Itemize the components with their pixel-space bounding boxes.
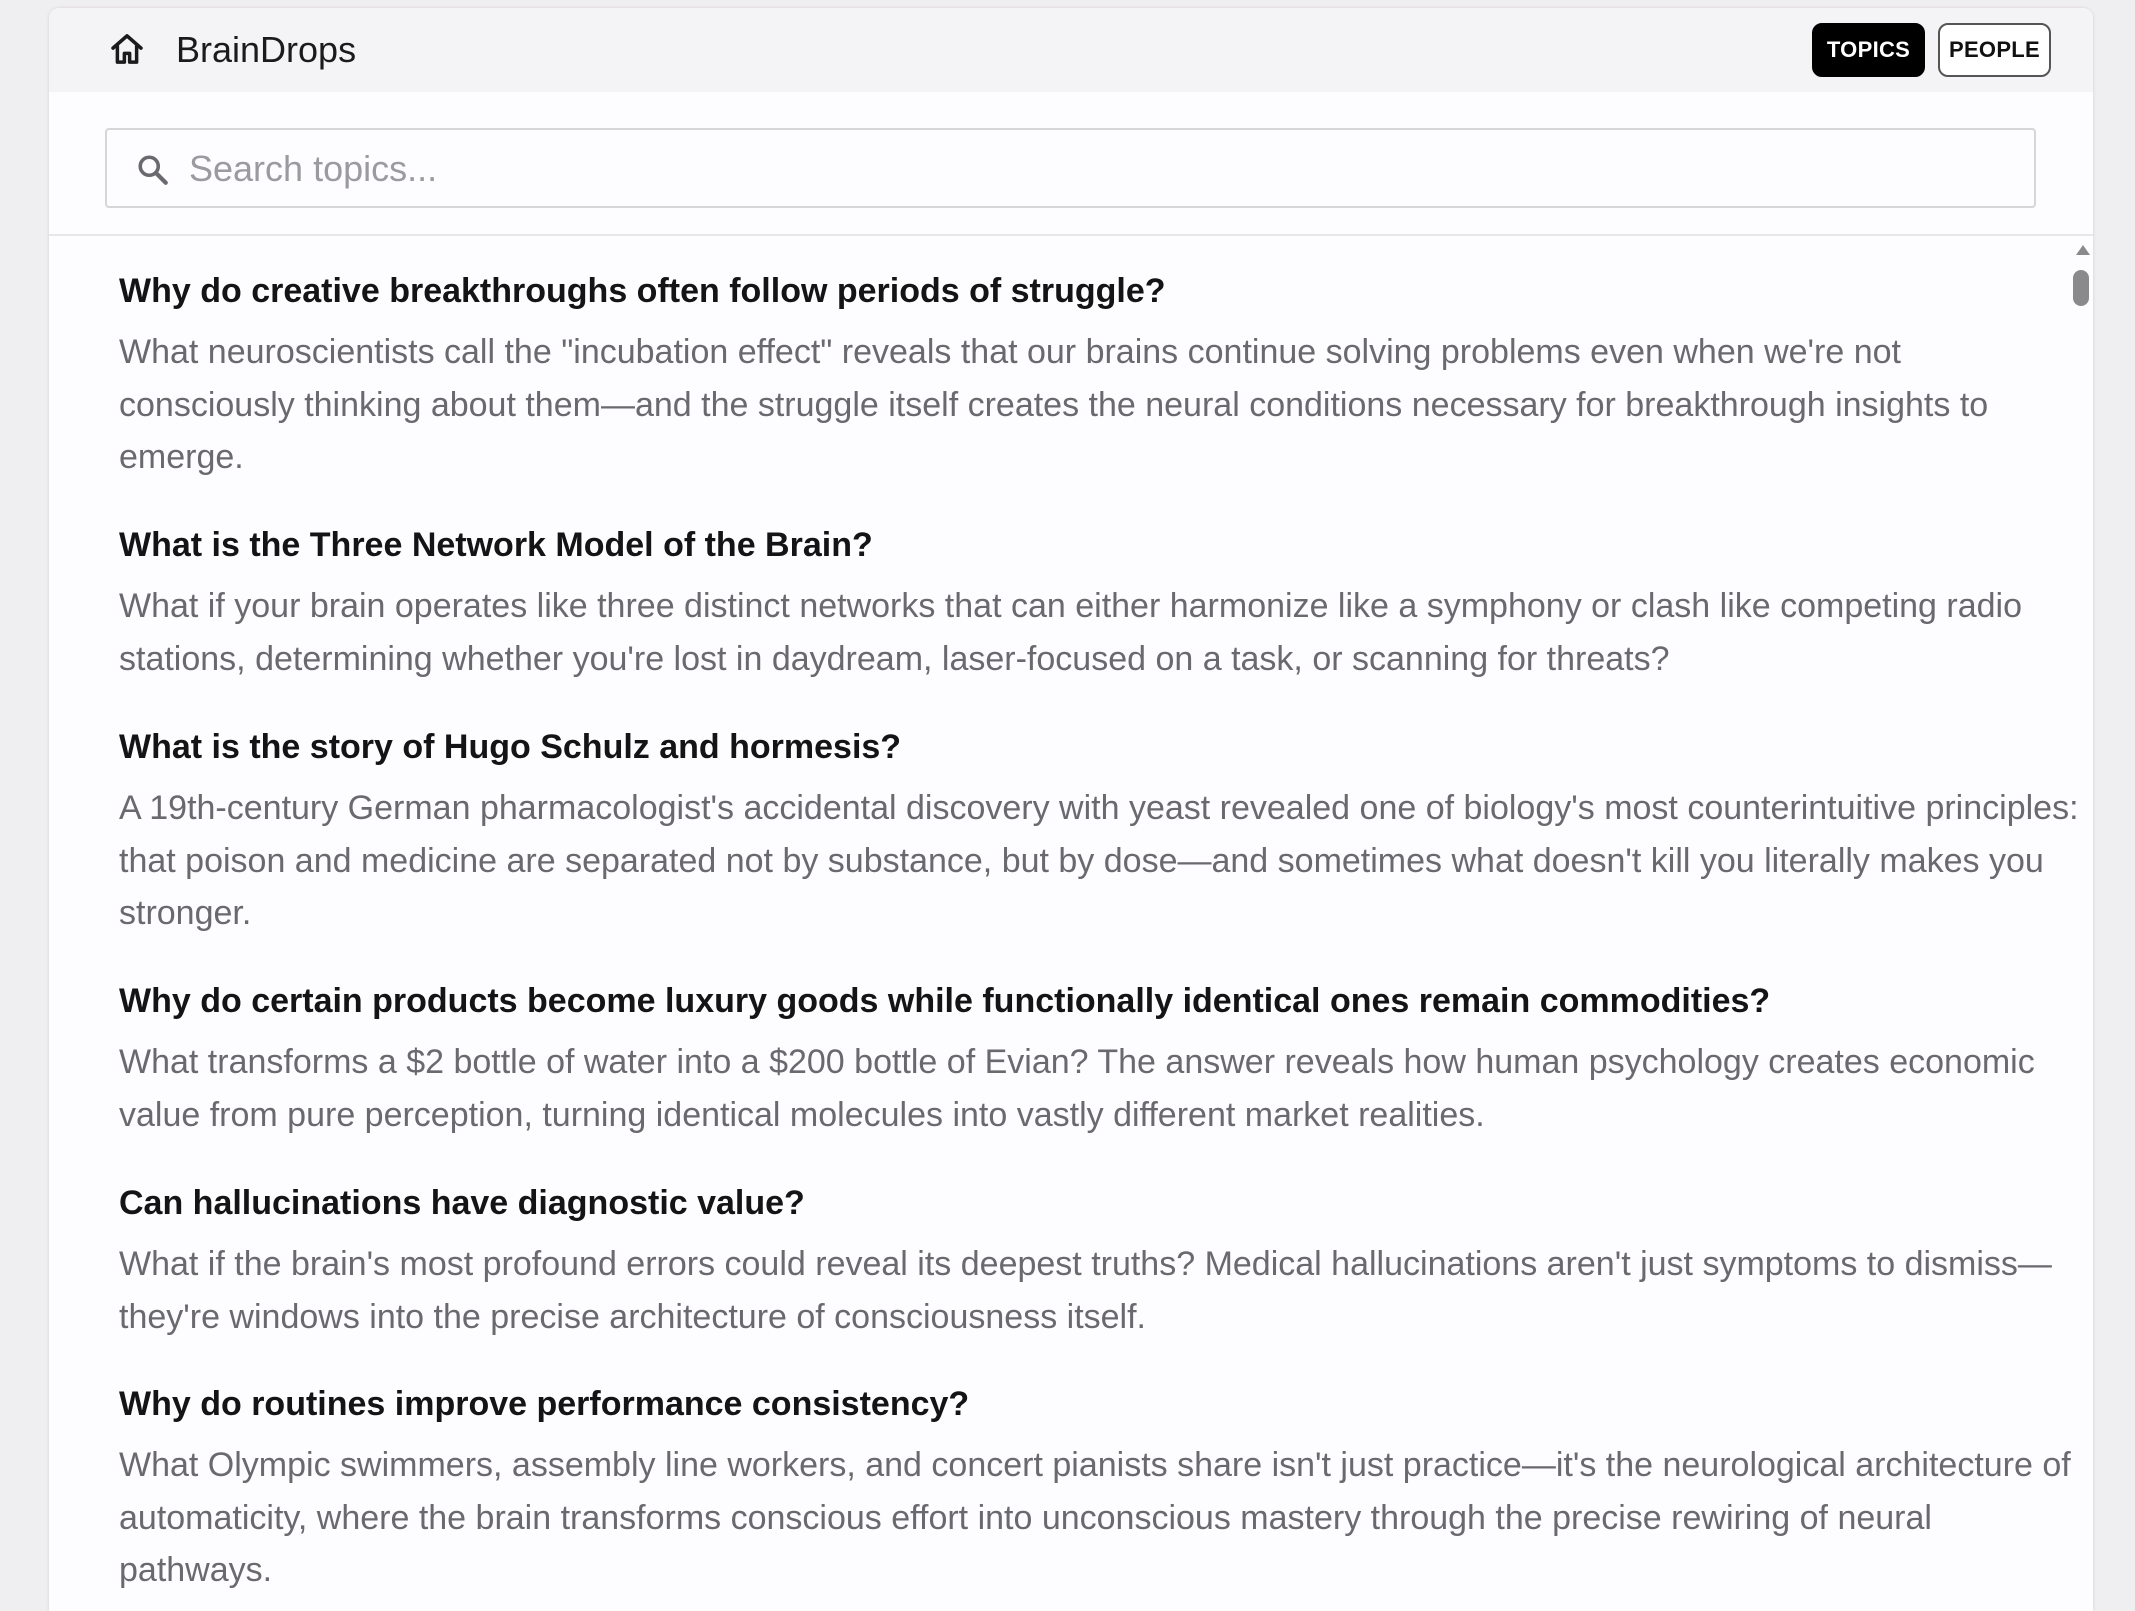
topic-item[interactable] (119, 979, 2079, 1141)
scrollbar-thumb[interactable] (2073, 270, 2089, 306)
topic-title: What is the story of Hugo Schulz and hormesis? (119, 728, 902, 766)
topic-item[interactable] (119, 1382, 2079, 1597)
topic-description: What transforms a $2 bottle of water into a $200 bottle of Evian? The answer reveals how human psychology creates economic value from pure perception, turning identical molecules into vastly different market realities. (119, 1043, 2035, 1134)
topic-description: What Olympic swimmers, assembly line workers, and concert pianists share isn't just practice—it's the neurological architecture of automaticity, where the brain transforms conscious effort into unconscious mastery through the precise rewiring of neural pathways. (119, 1446, 2071, 1590)
topic-item[interactable] (119, 725, 2079, 940)
topic-list (49, 236, 2093, 1611)
app-header (49, 8, 2093, 92)
topic-title: What is the Three Network Model of the Brain? (119, 526, 873, 564)
topics-button[interactable]: TOPICS (1812, 23, 1925, 77)
topic-item[interactable] (119, 1181, 2079, 1343)
topic-item[interactable] (119, 269, 2079, 484)
people-button[interactable]: PEOPLE (1938, 23, 2051, 77)
topic-description: What if the brain's most profound errors could reveal its deepest truths? Medical hallucinations aren't just symptoms to dismiss—they're windows into the precise architecture of consciousness itself. (119, 1245, 2052, 1336)
topic-title: Can hallucinations have diagnostic value? (119, 1184, 805, 1222)
search-input[interactable] (187, 140, 2011, 198)
search-icon (135, 152, 171, 188)
topic-title: Why do creative breakthroughs often follow periods of struggle? (119, 272, 1166, 310)
home-icon[interactable] (106, 28, 148, 70)
topic-description: What if your brain operates like three distinct networks that can either harmonize like a symphony or clash like competing radio stations, determining whether you're lost in daydream, laser-focused on a task, or scanning for threats? (119, 587, 2023, 678)
app-title: BrainDrops (176, 29, 357, 70)
scroll-up-arrow-icon[interactable] (2076, 245, 2090, 255)
app-window (49, 8, 2093, 1611)
search-box[interactable] (105, 128, 2036, 208)
search-area (49, 92, 2093, 236)
topic-title: Why do routines improve performance consistency? (119, 1385, 970, 1423)
topic-item[interactable] (119, 523, 2079, 685)
topic-title: Why do certain products become luxury goods while functionally identical ones remain commodities? (119, 982, 1771, 1020)
topic-description: A 19th-century German pharmacologist's accidental discovery with yeast revealed one of biology's most counterintuitive principles: that poison and medicine are separated not by substance, but by dose—and sometimes what doesn't kill you literally makes you stronger. (119, 789, 2079, 933)
topic-description: What neuroscientists call the "incubation effect" reveals that our brains continue solving problems even when we're not consciously thinking about them—and the struggle itself creates the neural conditions necessary for breakthrough insights to emerge. (119, 333, 1989, 477)
